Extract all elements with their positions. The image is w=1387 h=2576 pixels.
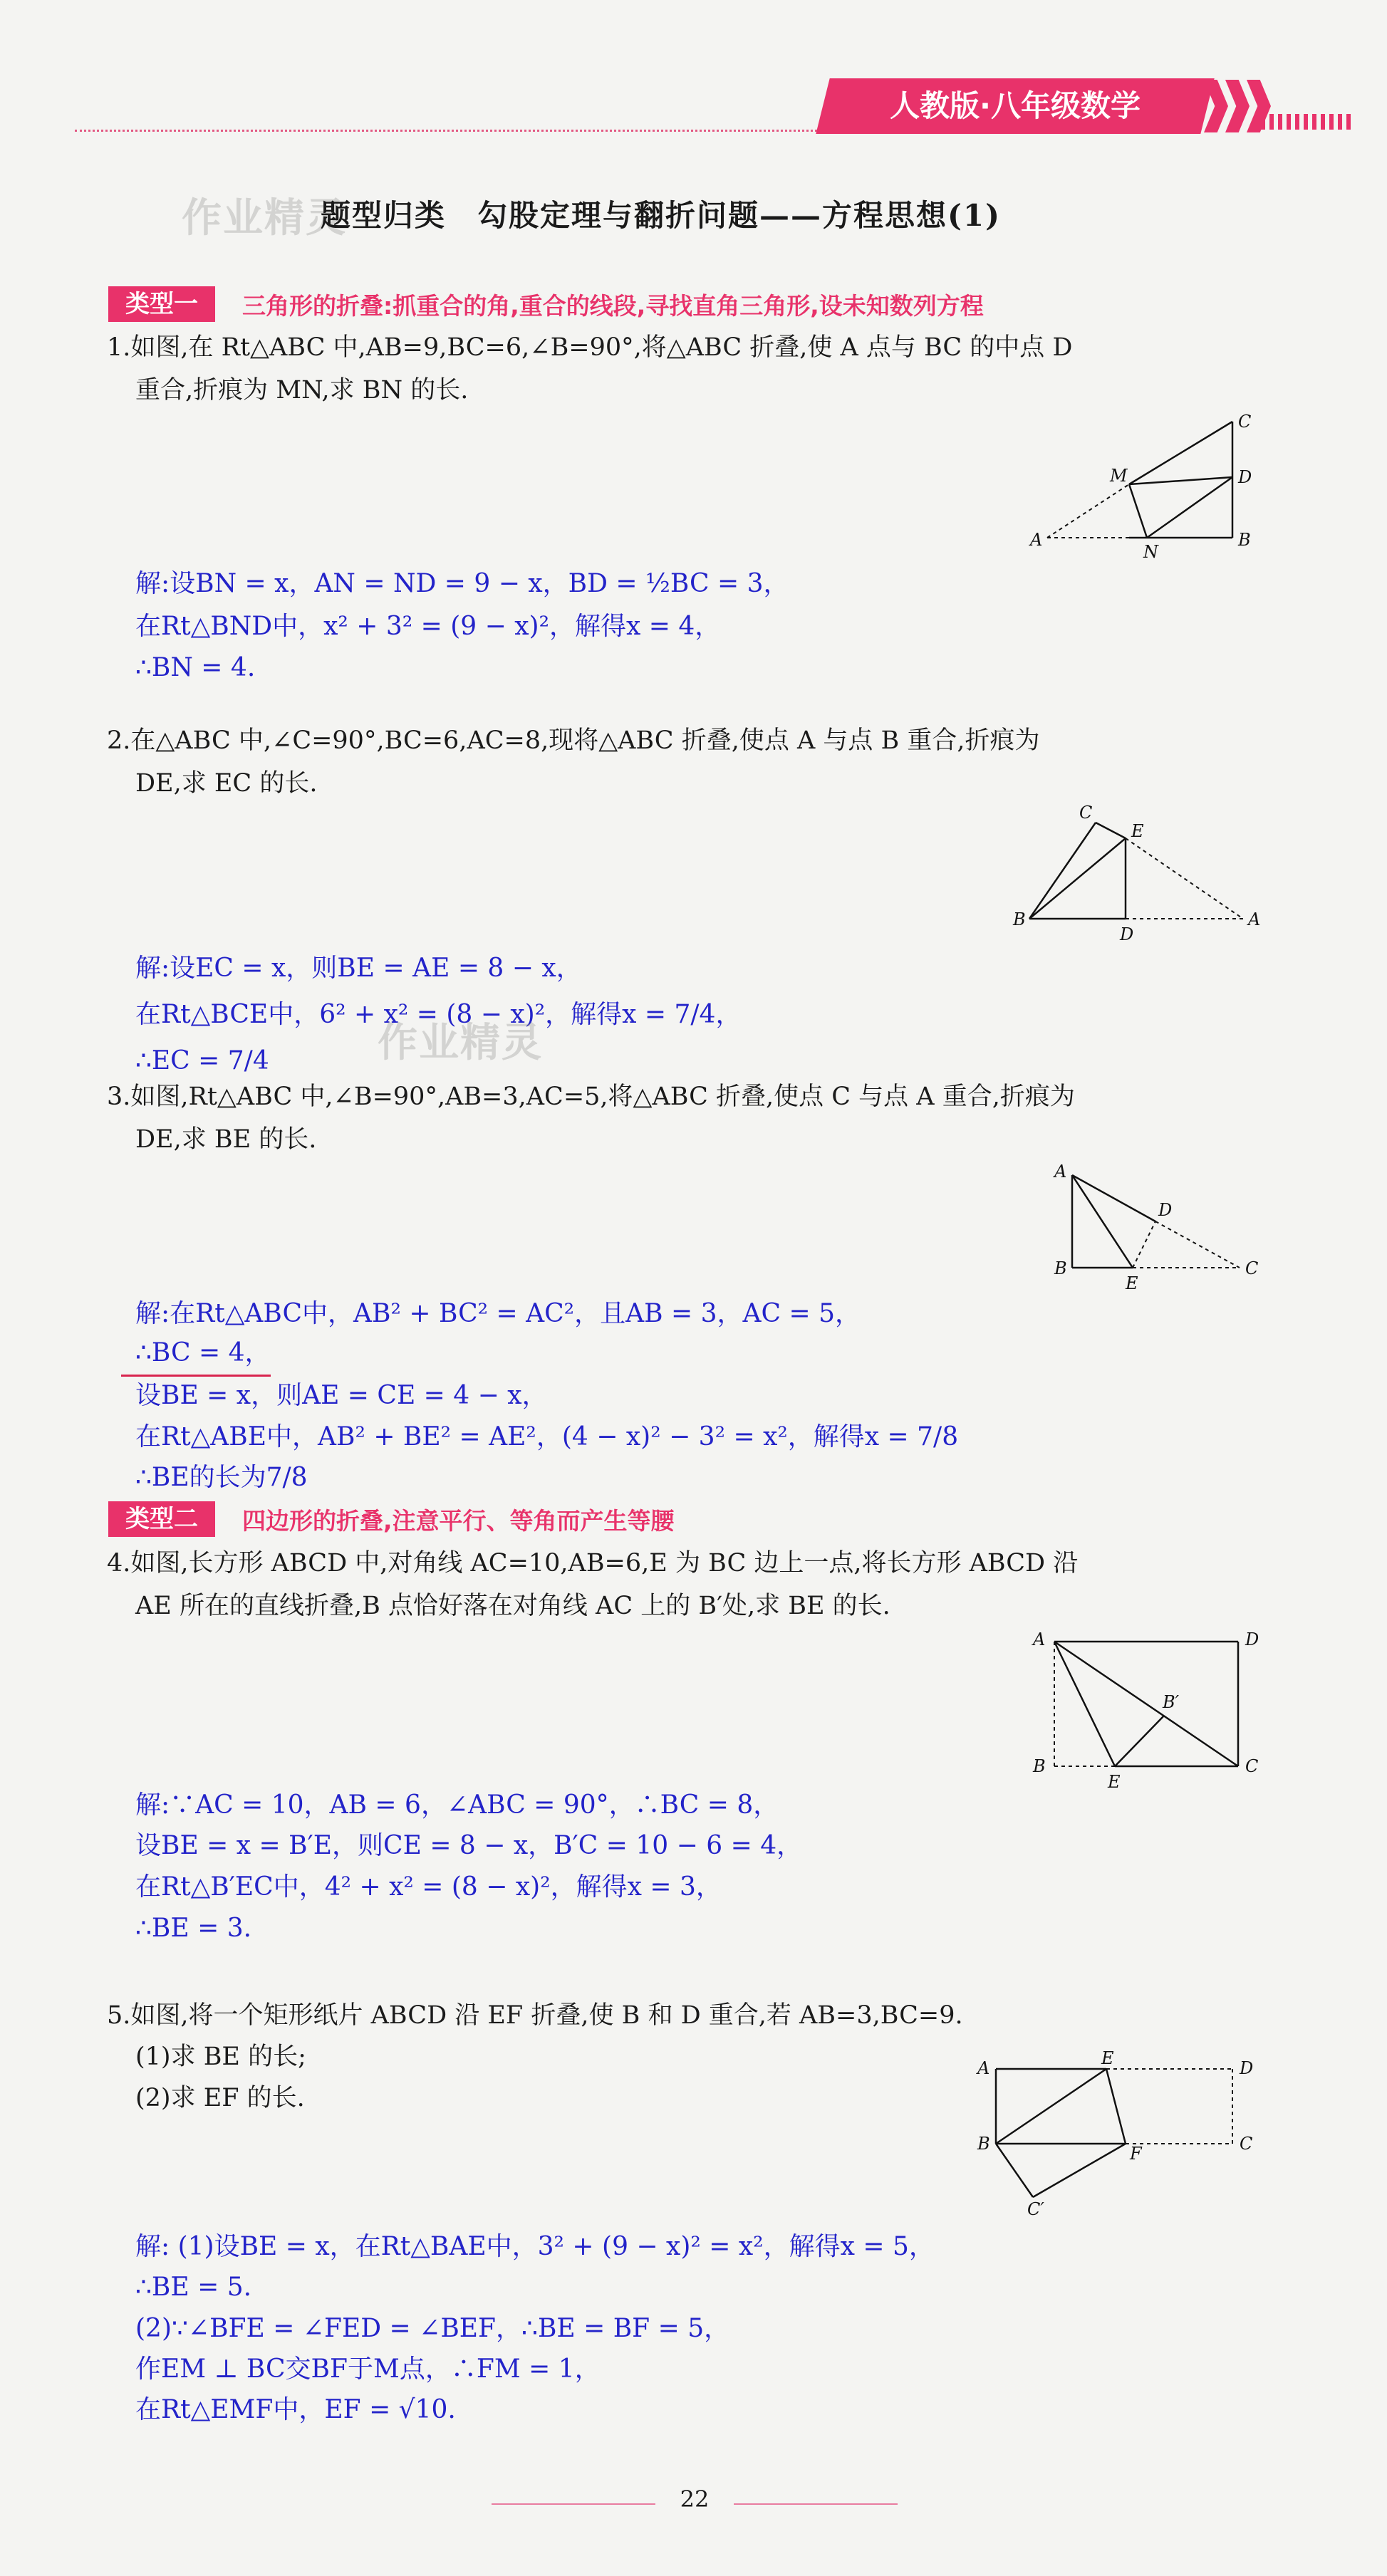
page-title: 题型归类 勾股定理与翻折问题——方程思想(1) [321, 198, 1001, 233]
q5-label-f: F [1130, 2144, 1142, 2164]
q5-sol-4: 作EM ⊥ BC交BF于M点，∴FM = 1， [135, 2355, 601, 2384]
q3-label-c: C [1245, 1258, 1259, 1278]
q1-label-n: N [1143, 542, 1158, 562]
q5-label-c: C [1240, 2134, 1253, 2154]
q3-sol-3: 设BE = x，则AE = CE = 4 − x， [135, 1381, 548, 1410]
page-number: 22 [680, 2486, 710, 2513]
q4-line1: 4.如图,长方形 ABCD 中,对角线 AC=10,AB=6,E 为 BC 边上一点,将长方形 ABCD 沿 [107, 1549, 1079, 1578]
q2-sol-3: ∴EC = 7/4 [135, 1046, 269, 1075]
q1-label-b: B [1238, 530, 1251, 550]
q3-sol-5: ∴BE的长为7/8 [135, 1463, 308, 1492]
q5-line2: (1)求 BE 的长; [135, 2043, 306, 2071]
q2-label-e: E [1131, 821, 1144, 841]
q4-label-d: D [1245, 1629, 1259, 1649]
q4-label-e: E [1108, 1772, 1121, 1792]
q1-sol-1: 解:设BN = x，AN = ND = 9 − x，BD = ½BC = 3， [135, 569, 789, 598]
q5-sol-5: 在Rt△EMF中，EF = √10. [135, 2395, 456, 2424]
edition-badge: 人教版·八年级数学 [816, 78, 1214, 134]
q5-label-c1: C′ [1027, 2199, 1044, 2219]
q5-sol-3: (2)∵∠BFE = ∠FED = ∠BEF，∴BE = BF = 5， [135, 2314, 730, 2343]
type1-desc: 三角形的折叠:抓重合的角,重合的线段,寻找直角三角形,设未知数列方程 [242, 292, 984, 320]
q2-figure [997, 801, 1275, 944]
q4-label-a: A [1033, 1629, 1046, 1649]
q3-sol-1: 解:在Rt△ABC中，AB² + BC² = AC²，且AB = 3，AC = 5， [135, 1299, 861, 1328]
q5-label-a: A [977, 2058, 990, 2078]
q2-label-c: C [1079, 803, 1093, 823]
q1-figure [997, 406, 1268, 563]
q5-line3: (2)求 EF 的长. [135, 2084, 305, 2112]
q3-sol-2: ∴BC = 4， [121, 1332, 271, 1377]
q3-figure [1033, 1157, 1275, 1300]
q4-figure [1012, 1617, 1275, 1792]
q3-sol-4: 在Rt△ABE中，AB² + BE² = AE²，(4 − x)² − 3² = x²，解得x = 7/8 [135, 1422, 959, 1451]
q5-label-d: D [1240, 2058, 1254, 2078]
q4-sol-2: 设BE = x = B′E，则CE = 8 − x，B′C = 10 − 6 = 4， [135, 1831, 803, 1860]
type1-tag: 类型一 [108, 286, 215, 322]
q2-label-b: B [1013, 909, 1026, 929]
q5-sol-1: 解: (1)设BE = x，在Rt△BAE中，3² + (9 − x)² = x²，解得x = 5， [135, 2232, 935, 2261]
q5-label-b: B [977, 2134, 990, 2154]
q3-label-b: B [1054, 1258, 1067, 1278]
q4-line2: AE 所在的直线折叠,B 点恰好落在对角线 AC 上的 B′处,求 BE 的长. [135, 1592, 890, 1620]
q3-label-e: E [1126, 1273, 1138, 1293]
watermark: 作业精灵 [182, 195, 347, 241]
q2-sol-2: 在Rt△BCE中，6² + x² = (8 − x)²，解得x = 7/4， [135, 1000, 742, 1029]
q5-label-e: E [1101, 2048, 1114, 2068]
q4-label-b: B [1033, 1756, 1046, 1776]
q3-line1: 3.如图,Rt△ABC 中,∠B=90°,AB=3,AC=5,将△ABC 折叠,使点 C 与点 A 重合,折痕为 [107, 1083, 1075, 1111]
q1-sol-2: 在Rt△BND中，x² + 3² = (9 − x)²，解得x = 4， [135, 612, 721, 641]
q1-sol-3: ∴BN = 4. [135, 653, 256, 682]
q4-sol-4: ∴BE = 3. [135, 1914, 252, 1943]
q4-label-b1: B′ [1163, 1692, 1180, 1712]
q5-figure [962, 2037, 1268, 2219]
q2-sol-1: 解:设EC = x，则BE = AE = 8 − x， [135, 954, 582, 983]
q2-line2: DE,求 EC 的长. [135, 769, 318, 798]
watermark-2: 作业精灵 [378, 1020, 543, 1066]
chevron-icon [1225, 80, 1250, 132]
q5-line1: 5.如图,将一个矩形纸片 ABCD 沿 EF 折叠,使 B 和 D 重合,若 AB=3,BC=9. [107, 2001, 963, 2030]
q5-sol-2: ∴BE = 5. [135, 2273, 252, 2302]
q1-label-a: A [1030, 530, 1043, 550]
q1-line2: 重合,折痕为 MN,求 BN 的长. [135, 376, 469, 405]
header-ticks [1261, 114, 1354, 130]
type2-tag: 类型二 [108, 1501, 215, 1537]
q2-label-d: D [1120, 924, 1134, 944]
q4-label-c: C [1245, 1756, 1259, 1776]
chevron-icon [1204, 80, 1228, 132]
q4-sol-3: 在Rt△B′EC中，4² + x² = (8 − x)²，解得x = 3， [135, 1872, 722, 1902]
footer-rule-right [734, 2503, 898, 2505]
q1-line1: 1.如图,在 Rt△ABC 中,AB=9,BC=6,∠B=90°,将△ABC 折叠,使 A 点与 BC 的中点 D [107, 333, 1073, 362]
footer-rule-left [492, 2503, 655, 2505]
q2-line1: 2.在△ABC 中,∠C=90°,BC=6,AC=8,现将△ABC 折叠,使点 A 与点 B 重合,折痕为 [107, 726, 1040, 755]
q3-line2: DE,求 BE 的长. [135, 1125, 317, 1154]
header-divider [75, 130, 830, 132]
q1-label-m: M [1110, 466, 1128, 486]
q3-label-a: A [1054, 1162, 1067, 1182]
q4-sol-1: 解:∵AC = 10，AB = 6，∠ABC = 90°，∴BC = 8， [135, 1790, 779, 1820]
type2-desc: 四边形的折叠,注意平行、等角而产生等腰 [242, 1507, 675, 1535]
q1-label-c: C [1238, 412, 1252, 432]
q2-label-a: A [1248, 909, 1261, 929]
q3-label-d: D [1158, 1200, 1173, 1220]
q1-label-d: D [1238, 467, 1252, 487]
